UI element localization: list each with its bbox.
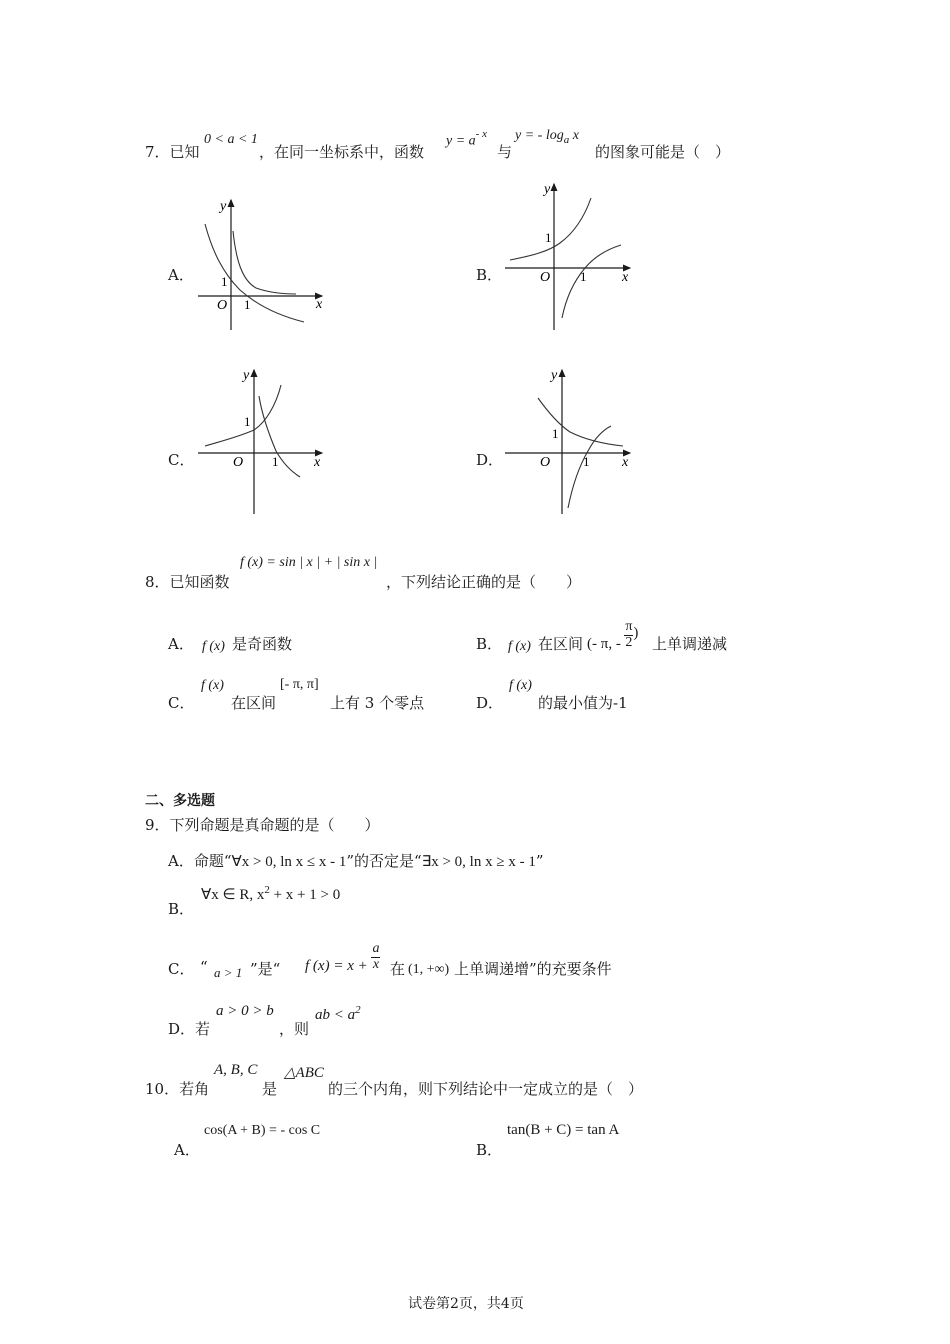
q8-c-text2: 上有 3 个零点	[330, 694, 425, 712]
q8-stem: 8．已知函数	[145, 573, 230, 591]
svg-text:1: 1	[244, 414, 251, 429]
q8-c-text1: 在区间	[231, 694, 277, 712]
q8-a-text: 是奇函数	[232, 635, 293, 653]
q9-d-text2: ，则	[279, 1020, 310, 1038]
q7-func1: $y = a^{- x}$	[446, 128, 487, 149]
svg-text:y: y	[544, 182, 551, 197]
q8-b-interval: (- π, - $\frac{\pi}{2}$ )	[587, 619, 639, 653]
q8-option-d: D．	[476, 694, 504, 712]
q8-stem-end: ，下列结论正确的是（ ）	[386, 573, 582, 591]
svg-text:O: O	[233, 455, 244, 470]
q9-option-c-label: C．	[168, 960, 195, 978]
q10-option-b-label: B．	[476, 1141, 503, 1159]
q7-graph-b	[500, 178, 640, 334]
q9-c-text2: 在	[390, 960, 406, 978]
svg-text:x: x	[622, 455, 629, 470]
svg-text:1: 1	[272, 454, 279, 469]
q10-text3: 的三个内角，则下列结论中一定成立的是（ ）	[328, 1080, 644, 1098]
origin-label: O	[217, 298, 228, 313]
q8-b-fx: f (x)	[508, 639, 531, 654]
q7-option-c-label: C．	[168, 451, 195, 469]
q8-function: f (x) = sin | x | + | sin x |	[240, 555, 378, 570]
svg-text:1: 1	[580, 269, 587, 284]
question-number: 7．	[145, 143, 170, 161]
svg-text:1: 1	[552, 426, 559, 441]
q7-stem-text: ，在同一坐标系中，函数	[259, 143, 425, 161]
q7-option-d-label: D．	[476, 451, 504, 469]
q7-option-a-label: A．	[168, 266, 194, 284]
y-label: y	[220, 199, 227, 214]
svg-text:1: 1	[583, 454, 590, 469]
q10-stem: 10．若角	[145, 1080, 210, 1098]
q7-stem: 7．已知	[145, 143, 200, 161]
q8-b-text1: 在区间	[538, 635, 584, 653]
q9-option-b-label: B．	[168, 900, 195, 918]
q9-c-interval: (1, +∞)	[408, 962, 450, 977]
q7-condition: 0 < a < 1	[204, 132, 258, 147]
q9-stem: 9．下列命题是真命题的是（ ）	[145, 816, 380, 834]
q7-stem-and: 与	[497, 143, 513, 161]
svg-text:x: x	[622, 270, 629, 285]
q9-c-quote: “	[200, 958, 208, 976]
q8-b-text2: 上单调递减	[652, 635, 728, 653]
q9-c-text1: ”是“	[250, 960, 281, 978]
q10-option-a-label: A．	[174, 1141, 200, 1159]
q8-option-a: A．	[168, 635, 194, 653]
q7-stem-end: 的图象可能是（ ）	[595, 143, 731, 161]
q9-option-d-label: D．若	[168, 1020, 211, 1038]
svg-text:O: O	[540, 455, 551, 470]
x-tick-1: 1	[244, 297, 251, 312]
y-tick-1: 1	[221, 274, 228, 289]
q9-option-b-math: ∀x ∈ R, $x^2 + x + 1 > 0$	[201, 884, 341, 903]
q8-d-fx: f (x)	[509, 678, 532, 693]
exp-curve	[233, 231, 296, 294]
section-title: 二、多选题	[145, 793, 215, 809]
svg-text:1: 1	[545, 230, 552, 245]
q7-func2: y = - $\log_a x$	[515, 128, 579, 146]
svg-text:y: y	[551, 368, 558, 383]
q8-option-c: C．	[168, 694, 195, 712]
q9-c-cond: a > 1	[214, 965, 243, 980]
q8-option-b: B．	[476, 635, 503, 653]
q10-angles: A, B, C	[214, 1062, 258, 1078]
q10-text2: 是	[262, 1080, 278, 1098]
q8-c-fx: f (x)	[201, 678, 224, 693]
q7-graph-a	[190, 192, 340, 337]
svg-text:x: x	[314, 455, 321, 470]
page-footer: 试卷第2页，共4页	[408, 1296, 524, 1312]
svg-text:O: O	[540, 270, 551, 285]
x-label: x	[316, 297, 323, 312]
q10-option-a-math: cos(A + B) = - cos C	[204, 1123, 321, 1138]
q7-graph-d	[500, 364, 640, 520]
q10-option-b-math: tan(B + C) = tan A	[507, 1122, 620, 1138]
q9-d-result: ab < $a^2$	[315, 1004, 361, 1023]
q7-option-b-label: B．	[476, 266, 503, 284]
q8-d-text: 的最小值为-1	[538, 694, 628, 712]
q8-c-interval: [- π, π]	[280, 677, 319, 692]
q9-c-text3: 上单调递增”的充要条件	[454, 960, 612, 978]
q9-option-a: A．命题“∀x > 0, ln x ≤ x - 1”的否定是“∃x > 0, ln x ≥ x - 1”	[168, 852, 544, 870]
q9-d-cond: a > 0 > b	[216, 1003, 274, 1019]
q10-triangle: △ABC	[284, 1065, 324, 1081]
q8-a-fx: f (x)	[202, 639, 225, 654]
svg-text:y: y	[243, 368, 250, 383]
q7-graph-c	[193, 364, 333, 520]
q9-c-func: f (x) = x + $\frac{a}{x}$	[305, 941, 380, 974]
